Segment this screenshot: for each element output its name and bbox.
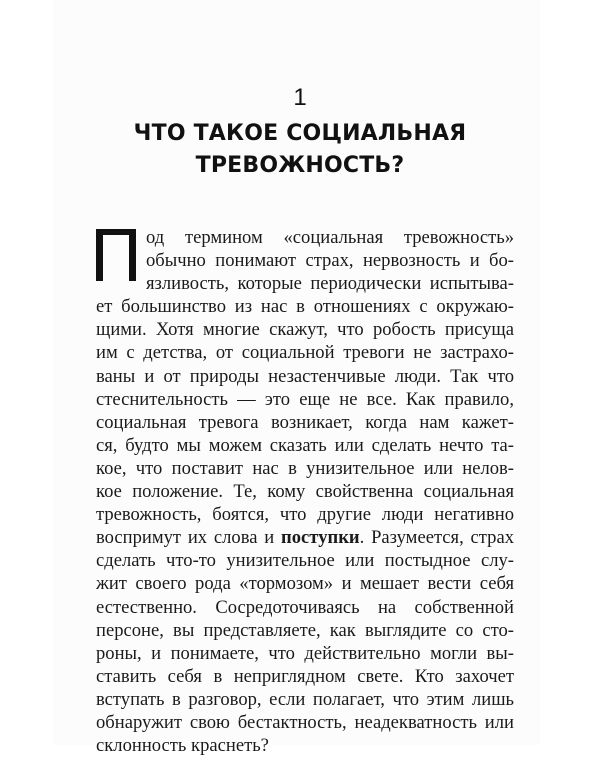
text-line: од термином «социальная тревожность» <box>146 227 514 248</box>
text-line: жит своего рода «тормозом» и мешает вести себя <box>96 573 514 595</box>
text-line: щими. Хотя многие скажут, что робость присуща <box>96 319 514 341</box>
text-line: обнаружит свою бестактность, неадекватность или <box>96 711 514 733</box>
text-line: стеснительность — это еще не все. Как правило, <box>96 388 514 410</box>
text-line: естественно. Сосредоточиваясь на собственной <box>96 596 514 618</box>
text-line: обычно понимают страх, нервозность и бо- <box>146 250 514 272</box>
text-line: кое, что поставит нас в унизительное или нелов- <box>96 457 514 479</box>
chapter-title-line: ЧТО ТАКОЕ СОЦИАЛЬНАЯ <box>133 121 467 146</box>
text-line: склонность краснеть? <box>96 735 269 757</box>
bold-term: поступки <box>281 527 360 549</box>
text-line-with-bold <box>96 526 514 549</box>
text-line: кое положение. Те, кому свойственна социальная <box>96 481 514 503</box>
text-run: воспримут их слова и <box>96 527 282 549</box>
text-line: ся, будто мы можем сказать или сделать нечто та- <box>96 434 514 456</box>
text-line: ет большинство из нас в отношениях с окружаю- <box>96 296 514 318</box>
text-line: сделать что-то унизительное или постыдное слу- <box>96 550 514 572</box>
text-line: ваны и от природы незастенчивые люди. Так что <box>96 365 514 387</box>
text-line: язливость, которые периодически испытыва- <box>146 273 514 295</box>
text-run: . Разумеется, страх <box>359 527 515 549</box>
chapter-number: 1 <box>293 84 307 111</box>
text-line: им с детства, от социальной тревоги не застрахо- <box>96 342 514 364</box>
body-paragraph <box>96 226 514 757</box>
text-line: роны, и понимаете, что действительно могли вы- <box>96 642 514 664</box>
text-line: тревожность, боятся, что другие люди негативно <box>96 504 514 526</box>
text-line: ставить себя в неприглядном свете. Кто захочет <box>96 665 514 687</box>
chapter-title <box>0 118 600 182</box>
chapter-title-line: ТРЕВОЖНОСТЬ? <box>195 153 405 178</box>
text-line: вступать в разговор, если полагает, что этим лишь <box>96 688 514 710</box>
text-line: социальная тревога возникает, когда нам кажет- <box>96 411 514 433</box>
text-line: персоне, вы представляете, как выглядите со сто- <box>96 619 514 641</box>
